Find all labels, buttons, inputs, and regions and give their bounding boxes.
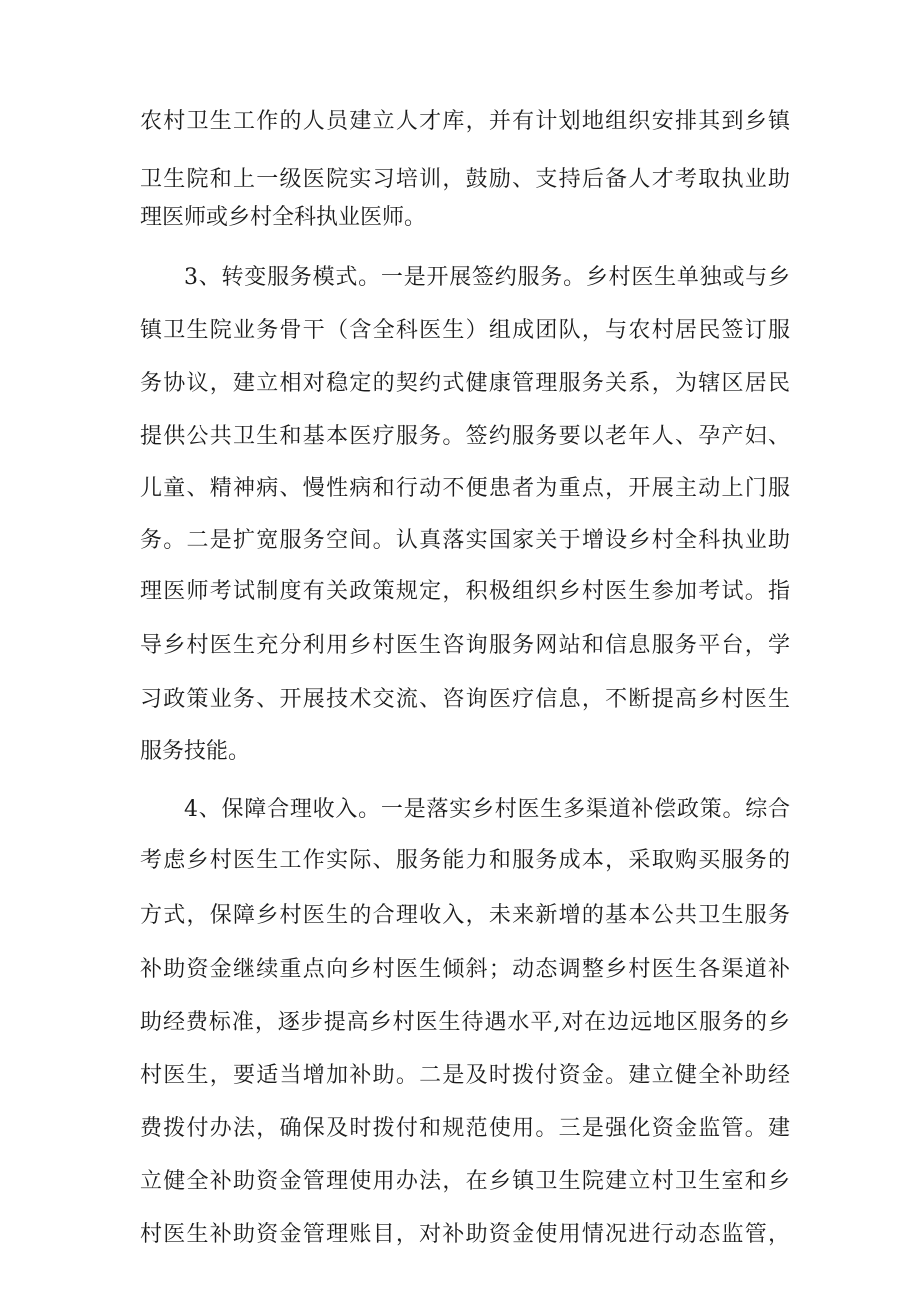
- p2-line-6: 务。二是扩宽服务空间。认真落实国家关于增设乡村全科执业助: [140, 528, 790, 553]
- p3-line-6: 村医生，要适当增加补助。二是及时拨付资金。建立健全补助经: [140, 1063, 790, 1088]
- p2-line-1: 3、转变服务模式。一是开展签约服务。乡村医生单独或与乡: [184, 265, 790, 290]
- p2-line-9: 习政策业务、开展技术交流、咨询医疗信息，不断提高乡村医生: [140, 687, 790, 712]
- p2-line-5: 儿童、精神病、慢性病和行动不便患者为重点，开展主动上门服: [140, 476, 790, 501]
- p2-line-4: 提供公共卫生和基本医疗服务。签约服务要以老年人、孕产妇、: [140, 424, 790, 449]
- p1-line-2: 卫生院和上一级医院实习培训，鼓励、支持后备人才考取执业助: [140, 167, 790, 192]
- p3-line-1: 4、保障合理收入。一是落实乡村医生多渠道补偿政策。综合: [184, 797, 790, 822]
- p1-line-3: 理医师或乡村全科执业医师。: [140, 205, 427, 230]
- p2-line-10: 服务技能。: [140, 739, 251, 764]
- p2-line-8: 导乡村医生充分利用乡村医生咨询服务网站和信息服务平台，学: [140, 633, 790, 658]
- p3-line-2: 考虑乡村医生工作实际、服务能力和服务成本，采取购买服务的: [140, 848, 790, 873]
- p3-line-7: 费拨付办法，确保及时拨付和规范使用。三是强化资金监管。建: [140, 1116, 790, 1141]
- p3-line-8: 立健全补助资金管理使用办法，在乡镇卫生院建立村卫生室和乡: [140, 1169, 790, 1194]
- p1-line-1: 农村卫生工作的人员建立人才库，并有计划地组织安排其到乡镇: [140, 109, 790, 134]
- p3-line-9: 村医生补助资金管理账目，对补助资金使用情况进行动态监管，: [140, 1222, 790, 1247]
- p2-line-2: 镇卫生院业务骨干（含全科医生）组成团队，与农村居民签订服: [140, 318, 790, 343]
- p3-line-3: 方式，保障乡村医生的合理收入，未来新增的基本公共卫生服务: [140, 903, 790, 928]
- p2-line-3: 务协议，建立相对稳定的契约式健康管理服务关系，为辖区居民: [140, 371, 790, 396]
- p3-line-5: 助经费标准，逐步提高乡村医生待遇水平,对在边远地区服务的乡: [140, 1010, 790, 1035]
- p3-line-4: 补助资金继续重点向乡村医生倾斜；动态调整乡村医生各渠道补: [140, 957, 790, 982]
- p2-line-7: 理医师考试制度有关政策规定，积极组织乡村医生参加考试。指: [140, 579, 790, 604]
